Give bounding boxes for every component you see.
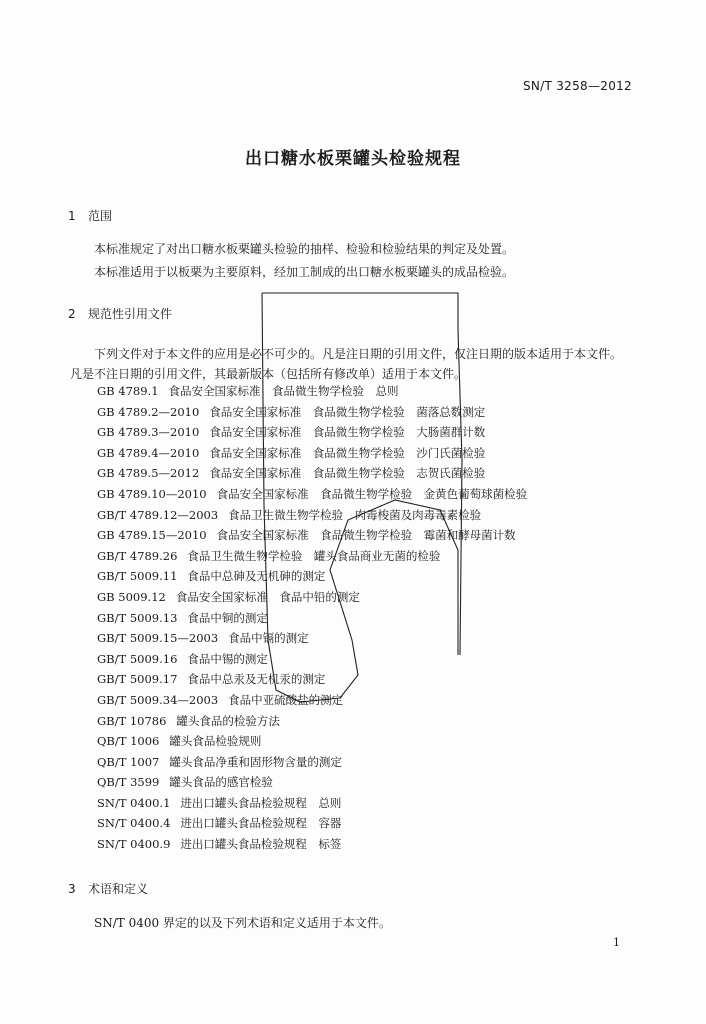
reference-code: GB 4789.10—2010 bbox=[97, 486, 207, 501]
reference-code: GB 4789.2—2010 bbox=[97, 404, 200, 419]
reference-code: SN/T 0400.4 bbox=[97, 816, 171, 831]
reference-item bbox=[97, 754, 527, 775]
reference-code: GB/T 5009.15—2003 bbox=[97, 631, 219, 646]
reference-title: 食品中总汞及无机汞的测定 bbox=[187, 672, 326, 687]
section-2-intro: 下列文件对于本文件的应用是必不可少的。凡是注日期的引用文件，仅注日期的版本适用于本文件。凡是不注日期的引用文件，其最新版本（包括所有修改单）适用于本文件。 bbox=[70, 347, 623, 381]
reference-item bbox=[97, 548, 527, 569]
reference-title: 食品中镉的测定 bbox=[228, 631, 309, 646]
section-3-heading bbox=[68, 880, 148, 897]
reference-code: GB/T 4789.12—2003 bbox=[97, 507, 219, 522]
reference-title: 食品中亚硫酸盐的测定 bbox=[228, 692, 344, 707]
reference-title: 食品安全国家标准 食品微生物学检验 霉菌和酵母菌计数 bbox=[216, 528, 516, 543]
reference-title: 罐头食品检验规则 bbox=[169, 734, 262, 749]
reference-title: 食品安全国家标准 食品中铅的测定 bbox=[175, 589, 360, 604]
section-title: 范围 bbox=[88, 209, 113, 223]
reference-title: 食品中锡的测定 bbox=[187, 651, 268, 666]
reference-item bbox=[97, 692, 527, 713]
document-title: 出口糖水板栗罐头检验规程 bbox=[245, 149, 461, 169]
section-1-paragraph: 本标准适用于以板栗为主要原料，经加工制成的出口糖水板栗罐头的成品检验。 bbox=[94, 265, 515, 279]
reference-item bbox=[97, 671, 527, 692]
reference-item bbox=[97, 465, 527, 486]
reference-item bbox=[97, 486, 527, 507]
reference-code: GB/T 5009.34—2003 bbox=[97, 692, 219, 707]
reference-title: 食品安全国家标准 食品微生物学检验 沙门氏菌检验 bbox=[209, 445, 486, 460]
reference-title: 食品中铜的测定 bbox=[187, 610, 268, 625]
reference-item bbox=[97, 404, 527, 425]
section-3-paragraph: SN/T 0400 界定的以及下列术语和定义适用于本文件。 bbox=[94, 916, 391, 930]
reference-item bbox=[97, 383, 527, 404]
reference-title: 食品安全国家标准 食品微生物学检验 金黄色葡萄球菌检验 bbox=[216, 486, 528, 501]
reference-item bbox=[97, 651, 527, 672]
reference-code: GB/T 5009.11 bbox=[97, 569, 178, 584]
reference-title: 罐头食品的检验方法 bbox=[176, 713, 280, 728]
reference-code: GB/T 4789.26 bbox=[97, 548, 178, 563]
section-number: 1 bbox=[68, 209, 76, 223]
reference-item bbox=[97, 713, 527, 734]
reference-item bbox=[97, 507, 527, 528]
section-number: 2 bbox=[68, 307, 76, 321]
reference-code: GB 5009.12 bbox=[97, 589, 166, 604]
reference-title: 食品卫生微生物学检验 罐头食品商业无菌的检验 bbox=[187, 548, 441, 563]
section-1-paragraph: 本标准规定了对出口糖水板栗罐头检验的抽样、检验和检验结果的判定及处置。 bbox=[94, 242, 515, 256]
reference-item bbox=[97, 568, 527, 589]
reference-code: SN/T 0400.1 bbox=[97, 795, 171, 810]
reference-code: GB 4789.5—2012 bbox=[97, 466, 200, 481]
reference-item bbox=[97, 527, 527, 548]
reference-item bbox=[97, 815, 527, 836]
reference-code: GB 4789.3—2010 bbox=[97, 425, 200, 440]
reference-title: 进出口罐头食品检验规程 总则 bbox=[180, 795, 342, 810]
reference-item bbox=[97, 774, 527, 795]
reference-code: GB/T 5009.13 bbox=[97, 610, 178, 625]
reference-title: 罐头食品净重和固形物含量的测定 bbox=[169, 754, 342, 769]
reference-item bbox=[97, 610, 527, 631]
normative-reference-list bbox=[97, 383, 527, 857]
reference-item bbox=[97, 445, 527, 466]
reference-code: GB 4789.15—2010 bbox=[97, 528, 207, 543]
section-2-heading bbox=[68, 305, 172, 322]
reference-item bbox=[97, 424, 527, 445]
reference-title: 食品安全国家标准 食品微生物学检验 大肠菌群计数 bbox=[209, 425, 486, 440]
reference-title: 食品安全国家标准 食品微生物学检验 总则 bbox=[168, 384, 399, 398]
reference-title: 食品安全国家标准 食品微生物学检验 菌落总数测定 bbox=[209, 404, 486, 419]
reference-code: GB/T 10786 bbox=[97, 713, 167, 728]
reference-code: QB/T 1006 bbox=[97, 734, 160, 749]
reference-title: 进出口罐头食品检验规程 标签 bbox=[180, 837, 342, 852]
reference-title: 罐头食品的感官检验 bbox=[169, 775, 273, 790]
section-number: 3 bbox=[68, 882, 76, 896]
reference-code: GB/T 5009.17 bbox=[97, 672, 178, 687]
reference-title: 进出口罐头食品检验规程 容器 bbox=[180, 816, 342, 831]
section-title: 规范性引用文件 bbox=[88, 307, 173, 321]
standard-code: SN/T 3258—2012 bbox=[522, 79, 632, 93]
reference-code: QB/T 3599 bbox=[97, 775, 160, 790]
reference-title: 食品卫生微生物学检验 肉毒梭菌及肉毒毒素检验 bbox=[228, 507, 482, 522]
reference-item bbox=[97, 795, 527, 816]
section-title: 术语和定义 bbox=[88, 882, 149, 896]
reference-title: 食品安全国家标准 食品微生物学检验 志贺氏菌检验 bbox=[209, 466, 486, 481]
reference-code: GB 4789.1 bbox=[97, 384, 159, 398]
reference-code: QB/T 1007 bbox=[97, 754, 160, 769]
reference-item bbox=[97, 733, 527, 754]
reference-item bbox=[97, 630, 527, 651]
reference-item bbox=[97, 589, 527, 610]
reference-code: GB 4789.4—2010 bbox=[97, 445, 200, 460]
reference-code: SN/T 0400.9 bbox=[97, 837, 171, 852]
reference-code: GB/T 5009.16 bbox=[97, 651, 178, 666]
page-number: 1 bbox=[613, 936, 620, 949]
reference-item bbox=[97, 836, 527, 857]
section-1-heading bbox=[68, 207, 112, 224]
reference-title: 食品中总砷及无机砷的测定 bbox=[187, 569, 326, 584]
